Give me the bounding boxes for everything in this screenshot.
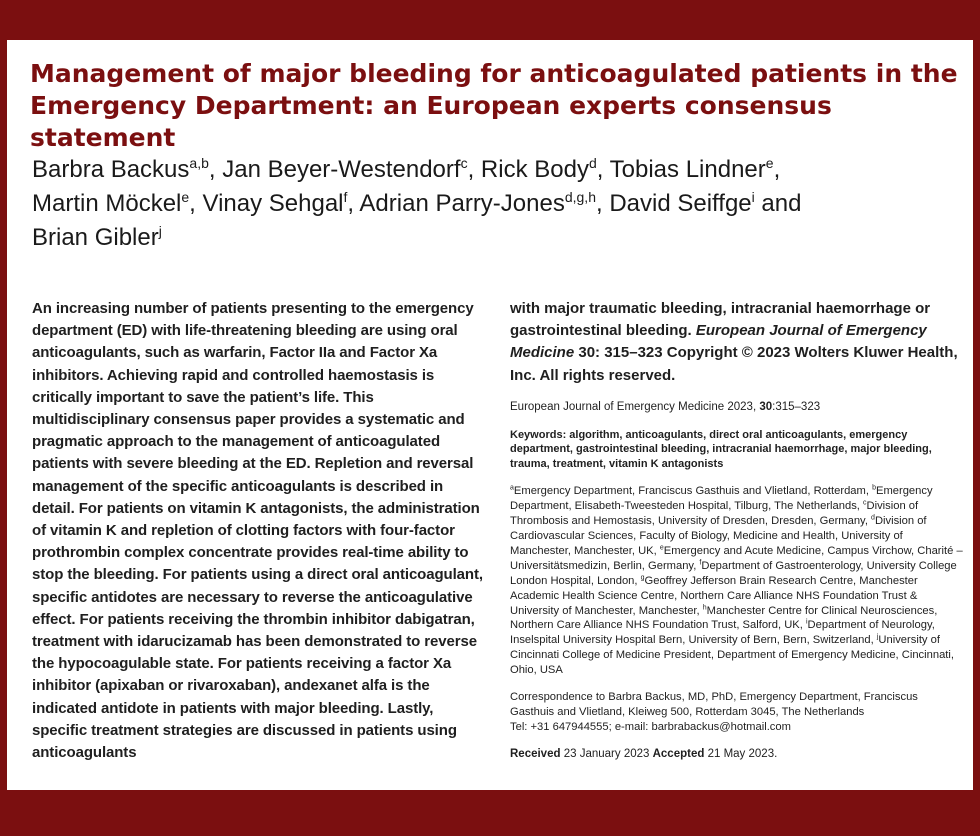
citation-details: 30: 315–323 Copyright © 2023 Wolters Kluwer Health, Inc. All rights reserved.	[510, 344, 958, 384]
author-name: Martin Möckel	[32, 190, 182, 217]
author-name: Barbra Backus	[32, 156, 190, 183]
abstract-continuation	[510, 298, 965, 387]
abstract-continuation-text: with major traumatic bleeding, intracranial haemorrhage or gastrointestinal bleeding.	[510, 300, 931, 340]
affiliation-text: Geoffrey Jefferson Brain Research Centre, Manchester Academic Health Science Centre, Northern Care Alliance NHS Foundation Trust & University of Manchester, Manchester,	[510, 574, 918, 617]
keywords: Keywords: algorithm, anticoagulants, direct oral anticoagulants, emergency department, gastrointestinal bleeding, intracranial haemorrhage, major bleeding, trauma, treatment, vitamin K antagonists	[510, 428, 932, 470]
author-affiliation-mark: e	[765, 155, 774, 171]
affiliation-mark: j	[876, 633, 879, 641]
abstract-text: An increasing number of patients presenting to the emergency department (ED) with life-threatening bleeding are using oral anticoagulants, such as warfarin, Factor IIa and Factor Xa inhibitors. Achieving rapid and controlled haemostasis is critically important to save the patient’s life. This multidisciplinary consensus paper provides a systematic and pragmatic approach to the management of anticoagulated patients with severe bleeding at the ED. Repletion and reversal management of the specific anticoagulants is described in detail. For patients on vitamin K antagonists, the administration of vitamin K and repletion of clotting factors with four-factor prothrombin complex concentrate provides real-time ability to stop the bleeding. For patients using a direct oral anticoagulant, specific antidotes are necessary to reverse the anticoagulative effect. For patients receiving the thrombin inhibitor dabigatran, treatment with idarucizamab has been demonstrated to reverse the hypocoagulable state. For patients receiving a factor Xa inhibitor (apixaban or rivaroxaban), andexanet alfa is the indicated antidote in patients with major bleeding. Lastly, specific treatment strategies are discussed in patients using anticoagulants	[32, 300, 483, 762]
author-affiliation-mark: e	[181, 189, 190, 205]
received-date: 23 January 2023	[563, 747, 650, 760]
author-separator: ,	[347, 190, 360, 217]
journal-volume: 30	[759, 400, 773, 413]
correspondence-address: Correspondence to Barbra Backus, MD, PhD, Emergency Department, Franciscus Gasthuis and Vlietland, Kleiweg 500, Rotterdam 3045, The Netherlands	[510, 691, 918, 718]
journal-reference	[510, 399, 965, 415]
correspondence-contact: Tel: +31 647944555; e-mail: barbrabackus@hotmail.com	[510, 720, 791, 733]
author-name: Tobias Lindner	[609, 156, 766, 183]
affiliation-mark: c	[863, 499, 867, 507]
author-affiliation-mark: f	[343, 189, 348, 205]
affiliation-mark: e	[659, 544, 664, 552]
journal-year: 2023,	[727, 400, 757, 413]
author-affiliation-mark: d	[588, 155, 597, 171]
author-separator: ,	[596, 156, 610, 183]
author-name: Vinay Sehgal	[202, 190, 344, 217]
affiliations	[510, 484, 965, 678]
affiliation-mark: a	[510, 484, 514, 492]
journal-pages: :315–323	[772, 400, 821, 413]
author-separator: ,	[773, 156, 781, 183]
author-separator: and	[754, 190, 802, 217]
author-separator: ,	[467, 156, 481, 183]
author-name: Rick Body	[480, 156, 589, 183]
affiliation-mark: g	[640, 574, 645, 582]
received-label: Received	[510, 747, 561, 760]
affiliation-text: Manchester Centre for Clinical Neurosciences, Northern Care Alliance NHS Foundation Trust, Salford, UK,	[510, 604, 938, 632]
author-name: Brian Gibler	[32, 224, 159, 251]
author-affiliation-mark: j	[158, 223, 162, 239]
author-affiliation-mark: a,b	[189, 155, 209, 171]
affiliation-text: Division of Cardiovascular Sciences, Faculty of Biology, Medicine and Health, University of Manchester, Manchester, UK,	[510, 515, 927, 557]
author-name: David Seiffge	[609, 190, 752, 217]
paper-page	[7, 40, 973, 790]
author-separator: ,	[595, 190, 610, 217]
affiliation-text: Division of Thrombosis and Hemostasis, University of Dresden, Dresden, Germany,	[510, 500, 919, 528]
author-separator: ,	[189, 190, 203, 217]
article-title: Management of major bleeding for anticoagulated patients in the Emergency Department: an European experts consensus statement	[30, 59, 958, 152]
affiliation-mark: b	[872, 484, 876, 492]
affiliation-text: Department of Neurology, Inselspital University Hospital Bern, University of Bern, Bern, Switzerland,	[510, 619, 935, 647]
affiliation-text: University of Cincinnati College of Medicine President, Department of Emergency Medicine, Cincinnati, Ohio, USA	[510, 634, 954, 677]
affiliation-text: Emergency Department, Elisabeth-Tweesteden Hospital, Tilburg, The Netherlands,	[510, 485, 933, 513]
affiliation-text: Emergency and Acute Medicine, Campus Virchow, Charité – Universitätsmedizin, Berlin, Germany,	[510, 544, 963, 572]
author-affiliation-mark: i	[751, 189, 755, 205]
article-dates	[510, 747, 965, 762]
affiliation-mark: d	[871, 514, 875, 522]
correspondence	[510, 690, 965, 735]
accepted-date: 21 May 2023.	[707, 747, 778, 760]
affiliation-text: Emergency Department, Franciscus Gasthuis and Vlietland, Rotterdam,	[513, 485, 873, 498]
accepted-label: Accepted	[652, 747, 705, 760]
citation-journal: European Journal of Emergency Medicine	[510, 322, 927, 362]
author-affiliation-mark: d,g,h	[564, 189, 596, 205]
author-separator: ,	[208, 156, 223, 183]
journal-name: European Journal of Emergency Medicine	[510, 400, 725, 413]
affiliation-mark: f	[699, 559, 702, 567]
affiliation-mark: i	[805, 618, 808, 626]
author-affiliation-mark: c	[460, 155, 468, 171]
author-name: Jan Beyer-Westendorf	[222, 156, 461, 183]
right-column	[510, 298, 965, 762]
author-name: Adrian Parry-Jones	[359, 190, 565, 217]
affiliation-text: Department of Gastroenterology, University College London Hospital, London,	[510, 559, 957, 587]
author-list	[32, 153, 962, 255]
affiliation-mark: h	[702, 603, 707, 611]
